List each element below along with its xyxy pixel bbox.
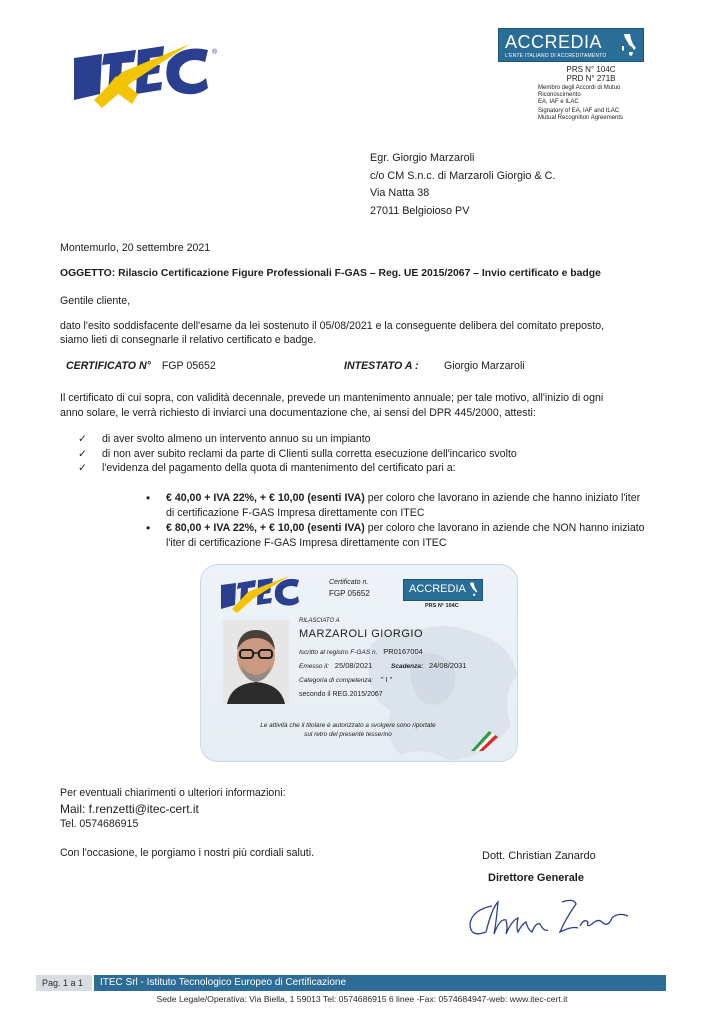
check-item [78, 447, 517, 462]
accredia-note: Signatory of EA, IAF and ILAC [538, 108, 620, 114]
badge-category-value: " I " [380, 675, 393, 684]
recipient-company: c/o CM S.n.c. di Marzaroli Giorgio & C. [370, 169, 556, 182]
contact-email[interactable]: Mail: f.renzetti@itec-cert.it [60, 801, 199, 816]
check-text: di non aver subito reclami da parte di Clienti sulla corretta esecuzione dell'incarico svolto [102, 447, 517, 460]
badge-itec-logo [219, 575, 307, 617]
itec-logo [72, 42, 222, 114]
fee-description: per coloro che lavorano in aziende che hanno iniziato l'iter di certificazione F-GAS Impresa direttamente con ITEC [166, 492, 641, 519]
recipient-city: 27011 Belgioioso PV [370, 204, 470, 217]
certificate-number: FGP 05652 [161, 360, 216, 372]
bullet-icon: • [146, 521, 151, 535]
badge-issued-date: 25/08/2021 [334, 661, 373, 670]
letter-subject: OGGETTO: Rilascio Certificazione Figure Professionali F-GAS – Reg. UE 2015/2067 – Invio certificato e badge [60, 268, 601, 279]
page-number: Pag. 1 a 1 [36, 975, 92, 991]
badge-footer [225, 721, 471, 739]
certification-badge [200, 564, 518, 762]
recipient-name: Egr. Giorgio Marzaroli [370, 152, 475, 164]
fee-amount: € 80,00 + IVA 22%, + € 10,00 (esenti IVA) [166, 522, 365, 534]
signer-title: Direttore Generale [488, 872, 584, 884]
fee-amount: € 40,00 + IVA 22%, + € 10,00 (esenti IVA) [166, 492, 365, 504]
contact-info [60, 786, 286, 833]
svg-text:®: ® [212, 49, 218, 56]
handwritten-signature [462, 888, 632, 944]
badge-regulation: secondo il REG.2015/2067 [299, 691, 383, 698]
badge-registry-number: PR0167004 [383, 647, 423, 656]
accredia-code-prs: PRS N° 104C [566, 65, 616, 74]
accredia-code-prd: PRD N° 271B [566, 74, 616, 83]
check-text: l'evidenza del pagamento della quota di mantenimento del certificato pari a: [102, 462, 456, 474]
intro-line: dato l'esito soddisfacente dell'esame da lei sostenuto il 05/08/2021 e la conseguente delibera del comitato preposto, [60, 320, 605, 332]
bullet-icon: • [146, 491, 151, 505]
checkmark-icon: ✓ [78, 462, 87, 474]
footer-company-bar: ITEC Srl - Istituto Tecnologico Europeo di Certificazione [94, 975, 666, 991]
checkmark-icon: ✓ [78, 433, 87, 445]
holder-name: Giorgio Marzaroli [444, 360, 525, 372]
fee-item [146, 491, 651, 520]
contact-phone: Tel. 0574686915 [60, 818, 139, 830]
badge-cert-label: Certificato n. [329, 579, 369, 586]
holder-photo [223, 620, 289, 704]
badge-category-row [299, 675, 392, 684]
check-item [78, 432, 517, 447]
letter-intro [60, 319, 660, 347]
intro-line: siamo lieti di consegnarle il relativo certificato e badge. [60, 334, 317, 346]
badge-footer-line: Le attività che il titolare è autorizzato a svolgere sono riportate [260, 722, 436, 729]
fee-item [146, 521, 651, 550]
fee-list [146, 491, 651, 551]
badge-category-label: Categoria di competenza: [299, 677, 374, 684]
maintenance-paragraph [60, 391, 660, 420]
closing-greeting: Con l'occasione, le porgiamo i nostri più cordiali saluti. [60, 847, 315, 859]
fee-description: per coloro che lavorano in aziende che NON hanno iniziato l'iter di certificazione F-GAS Impresa direttamente con ITEC [166, 522, 645, 549]
italy-map-icon [468, 582, 478, 598]
accredia-note: Mutual Recognition Agreements [538, 115, 624, 121]
accredia-box [498, 28, 644, 62]
badge-released-label: RILASCIATO A [299, 618, 340, 624]
accredia-tagline: L'ENTE ITALIANO DI ACCREDITAMENTO [505, 53, 607, 59]
recipient-street: Via Natta 38 [370, 187, 430, 199]
signer-name: Dott. Christian Zanardo [482, 850, 596, 862]
check-item [78, 461, 517, 476]
recipient-address [370, 150, 555, 220]
badge-expiry-row [391, 661, 467, 670]
letter-date: Montemurlo, 20 settembre 2021 [60, 242, 211, 254]
holder-label: INTESTATO A : [344, 360, 419, 372]
paragraph-line: Il certificato di cui sopra, con validità decennale, prevede un mantenimento annuale; per tale motivo, all'inizio di ogni [60, 392, 604, 404]
italian-flag-icon [469, 725, 499, 751]
letter-greeting: Gentile cliente, [60, 295, 131, 307]
checkmark-icon: ✓ [78, 447, 87, 460]
badge-expiry-date: 24/08/2031 [428, 661, 467, 670]
accredia-mark [498, 28, 644, 122]
badge-accredia [403, 579, 483, 601]
accredia-note: EA, IAF e ILAC [538, 99, 579, 105]
paragraph-line: anno solare, le verrà richiesto di inviarci una documentazione che, ai sensi del DPR 445/2000, attesti: [60, 406, 536, 419]
badge-expiry-label: Scadenza: [391, 663, 424, 670]
contact-intro: Per eventuali chiarimenti o ulteriori informazioni: [60, 787, 286, 799]
accredia-note: Membro degli Accordi di Mutuo Riconoscimento [538, 85, 621, 98]
badge-accredia-name: ACCREDIA [409, 583, 466, 595]
badge-footer-line: sul retro del presente tesserino [304, 731, 392, 738]
footer-address: Sede Legale/Operativa: Via Biella, 1 59013 Tel: 0574686915 6 linee -Fax: 0574684947-web: www.itec-cert.it [156, 994, 568, 1004]
certificate-label: CERTIFICATO N° [66, 360, 151, 372]
badge-prs-code: PRS N° 104C [425, 603, 459, 609]
badge-issued-label: Emesso il: [299, 663, 329, 670]
badge-issued-row [299, 661, 372, 670]
accredia-name: ACCREDIA [505, 32, 603, 52]
badge-registry-label: Iscritto al registro F-GAS n. [299, 649, 378, 656]
check-text: di aver svolto almeno un intervento annuo su un impianto [102, 433, 371, 445]
badge-registry-row [299, 647, 423, 656]
requirements-checklist [78, 432, 517, 476]
italy-map-icon [621, 33, 637, 59]
badge-cert-number: FGP 05652 [329, 589, 370, 598]
badge-holder-name: MARZAROLI GIORGIO [299, 628, 424, 640]
certificate-line [66, 360, 666, 372]
